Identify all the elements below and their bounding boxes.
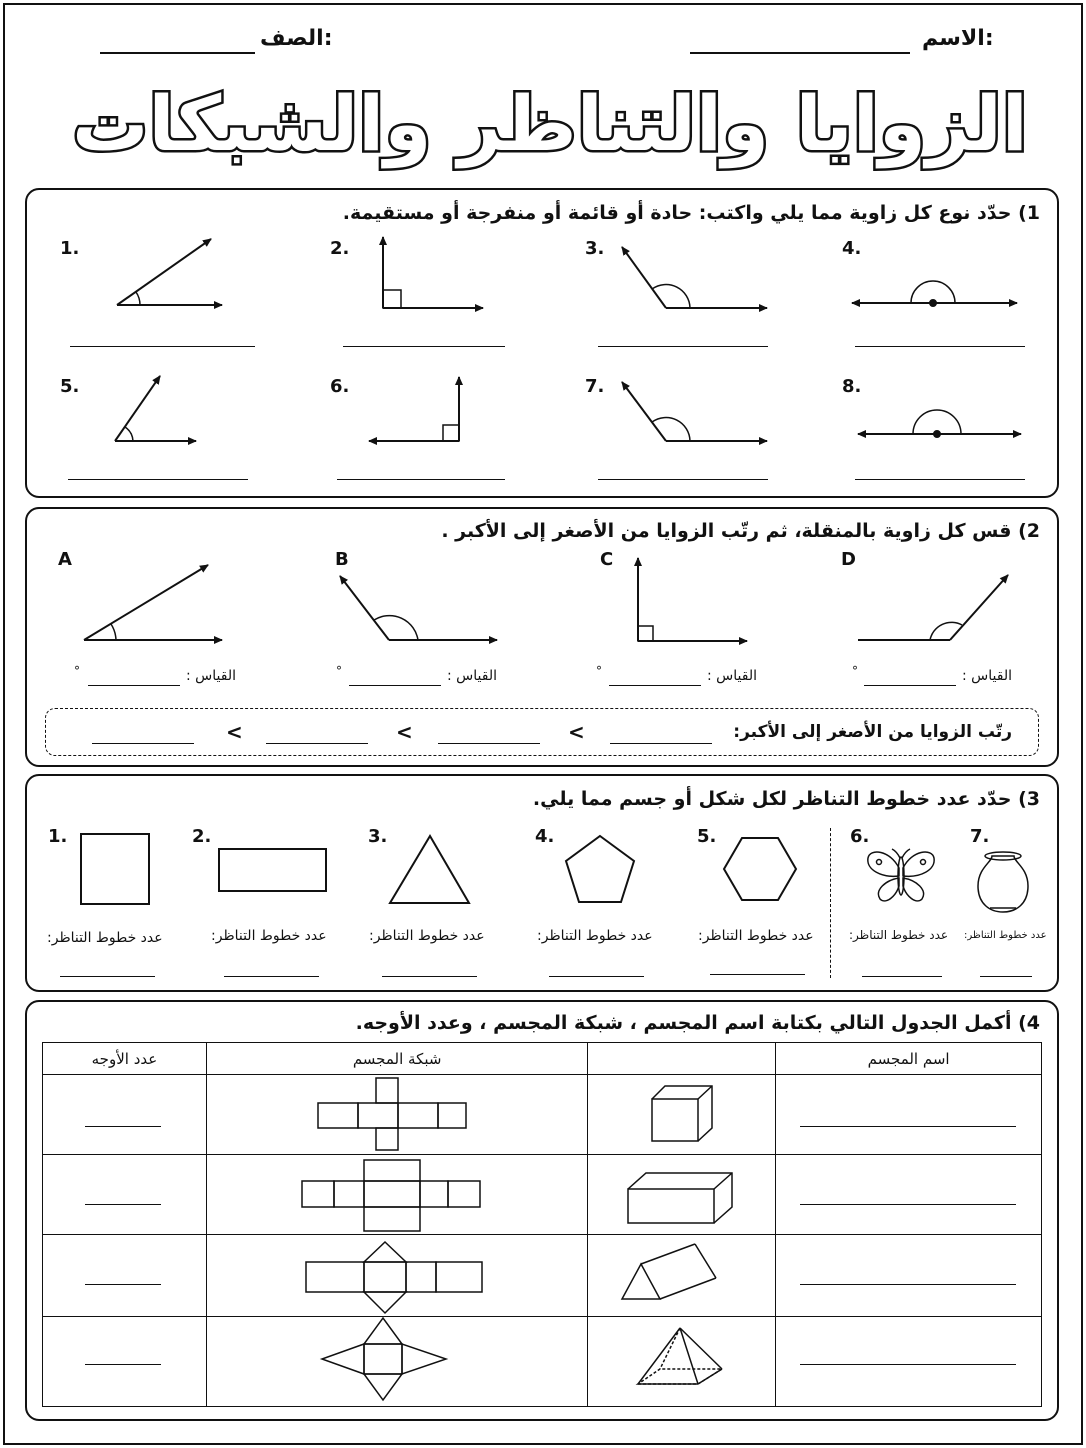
- cuboid-net-icon: [302, 1160, 480, 1231]
- svg-text:الزوايا والتناظر والشبكات: الزوايا والتناظر والشبكات: [72, 79, 1028, 168]
- cube-icon: [652, 1086, 712, 1141]
- measure-label: القياس :: [447, 668, 497, 684]
- symmetry-lines-label: عدد خطوط التناظر:: [964, 930, 1047, 941]
- measure-label: القياس :: [707, 668, 757, 684]
- name-header: اسم المجسم: [776, 1043, 1042, 1075]
- q3-item-number: 3.: [368, 826, 388, 847]
- less-than-sign: <: [568, 720, 585, 744]
- cube-net-icon: [318, 1078, 466, 1150]
- triangular-prism-icon: [622, 1244, 716, 1299]
- symmetry-lines-label: عدد خطوط التناظر:: [698, 928, 814, 944]
- q1-item-number: 3.: [585, 238, 605, 259]
- symmetry-lines-label: عدد خطوط التناظر:: [47, 930, 163, 946]
- angle-label: D: [841, 549, 856, 570]
- q1-item-number: 4.: [842, 238, 862, 259]
- order-label: رتّب الزوايا من الأصغر إلى الأكبر:: [733, 722, 1012, 742]
- q3-item-number: 7.: [970, 826, 990, 847]
- net-header: شبكة المجسم: [206, 1043, 588, 1075]
- q3-prompt: 3) حدّد عدد خطوط التناظر لكل شكل أو جسم مما يلي.: [532, 788, 1040, 810]
- q3-item-number: 6.: [850, 826, 870, 847]
- degree-sign: °: [852, 664, 858, 678]
- q3-item-number: 5.: [697, 826, 717, 847]
- class-label: الصف:: [260, 26, 333, 51]
- angle-label: C: [600, 549, 614, 570]
- less-than-sign: <: [226, 720, 243, 744]
- faces-header: عدد الأوجه: [43, 1043, 207, 1075]
- q1-item-number: 2.: [330, 238, 350, 259]
- symmetry-lines-label: عدد خطوط التناظر:: [849, 928, 949, 942]
- q3-item-number: 1.: [48, 826, 68, 847]
- measure-label: القياس :: [962, 668, 1012, 684]
- q1-item-number: 8.: [842, 376, 862, 397]
- symmetry-lines-label: عدد خطوط التناظر:: [537, 928, 653, 944]
- prism-net-icon: [306, 1242, 482, 1313]
- symmetry-lines-label: عدد خطوط التناظر:: [211, 928, 327, 944]
- q3-item-number: 2.: [192, 826, 212, 847]
- degree-sign: °: [74, 664, 80, 678]
- angle-label: B: [335, 549, 349, 570]
- cuboid-icon: [628, 1173, 732, 1223]
- measure-label: القياس :: [186, 668, 236, 684]
- q1-prompt: 1) حدّد نوع كل زاوية مما يلي واكتب: حادة أو قائمة أو منفرجة أو مستقيمة.: [342, 202, 1040, 224]
- q2-prompt: 2) قس كل زاوية بالمنقلة، ثم رتّب الزوايا من الأصغر إلى الأكبر .: [441, 520, 1040, 542]
- degree-sign: °: [596, 664, 602, 678]
- pyramid-net-icon: [322, 1318, 446, 1400]
- angle-label: A: [58, 549, 72, 570]
- name-label: الاسم:: [922, 26, 994, 51]
- square-pyramid-icon: [638, 1328, 722, 1384]
- symmetry-lines-label: عدد خطوط التناظر:: [369, 928, 485, 944]
- less-than-sign: <: [396, 720, 413, 744]
- q1-item-number: 6.: [330, 376, 350, 397]
- q4-prompt: 4) أكمل الجدول التالي بكتابة اسم المجسم ، شبكة المجسم ، وعدد الأوجه.: [355, 1012, 1040, 1034]
- degree-sign: °: [336, 664, 342, 678]
- q1-item-number: 7.: [585, 376, 605, 397]
- q3-item-number: 4.: [535, 826, 555, 847]
- q1-item-number: 1.: [60, 238, 80, 259]
- q1-item-number: 5.: [60, 376, 80, 397]
